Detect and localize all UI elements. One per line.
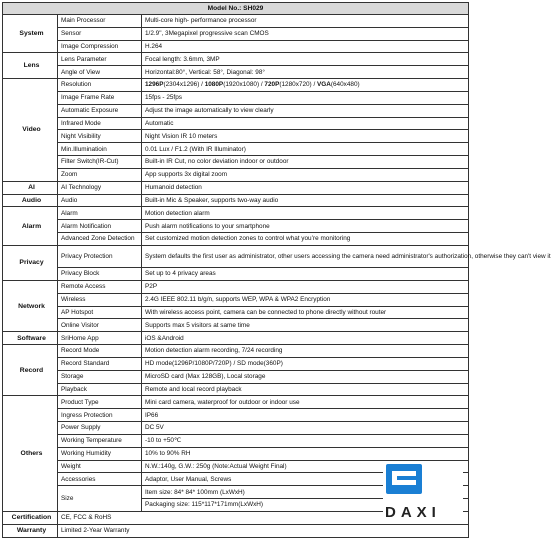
spec-row <box>3 168 469 181</box>
spec-label: Filter Switch(IR-Cut) <box>58 156 142 169</box>
spec-value: Automatic <box>142 117 469 130</box>
resolution-part: VGA <box>317 81 331 89</box>
spec-label: Angle of View <box>58 66 142 79</box>
resolution-part: (1920x1080) / <box>223 81 265 89</box>
section-title: Others <box>3 396 58 511</box>
spec-value: App supports 3x digital zoom <box>142 168 469 181</box>
spec-label: Remote Access <box>58 280 142 293</box>
spec-row <box>3 245 469 267</box>
resolution-part: (640x480) <box>330 81 360 89</box>
spec-row <box>3 27 469 40</box>
spec-row <box>3 280 469 293</box>
spec-label: Wireless <box>58 293 142 306</box>
spec-table <box>2 2 551 538</box>
spec-value: Humanoid detection <box>142 181 469 194</box>
spec-label: Infrared Mode <box>58 117 142 130</box>
spec-value: N.W.:140g, G.W.: 250g (Note:Actual Weight Final) <box>142 460 469 473</box>
spec-label: Working Humidity <box>58 447 142 460</box>
spec-row <box>3 383 469 396</box>
spec-value: 1/2.9", 3Megapixel progressive scan CMOS <box>142 27 469 40</box>
spec-label: Night Visibility <box>58 130 142 143</box>
spec-value: Horizontal:80°, Vertical: 58°, Diagonal: 98° <box>142 66 469 79</box>
spec-label: Alarm Notification <box>58 220 142 233</box>
section-title: Software <box>3 332 58 345</box>
spec-row <box>3 268 469 281</box>
spec-row <box>3 332 469 345</box>
spec-row <box>3 181 469 194</box>
spec-value: Motion detection alarm <box>142 207 469 220</box>
spec-value: 15fps - 25fps <box>142 91 469 104</box>
spec-value: Adjust the image automatically to view clearly <box>142 104 469 117</box>
spec-row <box>3 79 469 92</box>
spec-row <box>3 293 469 306</box>
spec-value: IP66 <box>142 409 469 422</box>
spec-label: AP Hotspot <box>58 306 142 319</box>
spec-value: Set customized motion detection zones to control what you’re monitoring <box>142 233 469 246</box>
spec-label: Sensor <box>58 27 142 40</box>
spec-label: Storage <box>58 370 142 383</box>
section-title: Record <box>3 345 58 396</box>
spec-row <box>3 370 469 383</box>
spec-row <box>3 53 469 66</box>
spec-label: Working Temperature <box>58 434 142 447</box>
spec-value: -10 to +50℃ <box>142 434 469 447</box>
section-title: Alarm <box>3 207 58 245</box>
spec-label: Main Processor <box>58 15 142 28</box>
spec-row <box>3 396 469 409</box>
section-title: System <box>3 15 58 53</box>
logo-wordmark <box>383 502 463 522</box>
resolution-part: 1296P <box>145 81 164 89</box>
spec-label: Product Type <box>58 396 142 409</box>
section-title: Audio <box>3 194 58 207</box>
spec-row <box>3 66 469 79</box>
section-title: Network <box>3 280 58 331</box>
logo-text: DAXI <box>385 504 441 521</box>
spec-value: Focal length: 3.6mm, 3MP <box>142 53 469 66</box>
section-title: Privacy <box>3 245 58 280</box>
resolution-part: 1080P <box>204 81 224 89</box>
spec-row <box>3 207 469 220</box>
spec-row <box>3 422 469 435</box>
spec-value: Limited 2-Year Warranty <box>58 524 469 537</box>
spec-row <box>3 40 469 53</box>
spec-row <box>3 117 469 130</box>
spec-value: Multi-core high- performance processor <box>142 15 469 28</box>
spec-row <box>3 143 469 156</box>
spec-row <box>3 233 469 246</box>
spec-label: Audio <box>58 194 142 207</box>
spec-value: DC 5V <box>142 422 469 435</box>
spec-value: HD mode(1296P/1080P/720P) / SD mode(360P) <box>142 357 469 370</box>
spec-value: H.264 <box>142 40 469 53</box>
spec-row <box>3 194 469 207</box>
spec-row <box>3 345 469 358</box>
spec-label: Advanced Zone Detection <box>58 233 142 246</box>
resolution-part: 720P <box>264 81 280 89</box>
model-title: Model No.: SH029 <box>3 3 469 15</box>
spec-value: Night Vision IR 10 meters <box>142 130 469 143</box>
spec-value: 0.01 Lux / F1.2 (With IR Illuminator) <box>142 143 469 156</box>
spec-row <box>3 156 469 169</box>
spec-value: System defaults the first user as administrator, other users accessing the camera need administrator's authorization, otherwise they can't view it <box>142 245 469 267</box>
spec-row <box>3 524 469 537</box>
spec-value: Packaging size: 115*117*171mm(LxWxH) <box>142 499 469 512</box>
spec-label: Alarm <box>58 207 142 220</box>
spec-label: Resolution <box>58 79 142 92</box>
spec-row <box>3 306 469 319</box>
spec-label: Record Mode <box>58 345 142 358</box>
spec-value: Built-in Mic & Speaker, supports two-way audio <box>142 194 469 207</box>
spec-label: Size <box>58 486 142 512</box>
spec-label: Online Visitor <box>58 319 142 332</box>
spec-label: AI Technology <box>58 181 142 194</box>
spec-value: Mini card camera, waterproof for outdoor or indoor use <box>142 396 469 409</box>
spec-value: Remote and local record playback <box>142 383 469 396</box>
spec-value: iOS &Android <box>142 332 469 345</box>
spec-value: With wireless access point, camera can be connected to phone directly without router <box>142 306 469 319</box>
spec-row <box>3 91 469 104</box>
spec-label: Image Compression <box>58 40 142 53</box>
spec-label: Zoom <box>58 168 142 181</box>
spec-value: P2P <box>142 280 469 293</box>
spec-row <box>3 434 469 447</box>
spec-value: CE, FCC & RoHS <box>58 511 469 524</box>
section-title: Warranty <box>3 524 58 537</box>
spec-label: Playback <box>58 383 142 396</box>
spec-value: MicroSD card (Max 128GB), Local storage <box>142 370 469 383</box>
spec-value: Motion detection alarm recording, 7/24 recording <box>142 345 469 358</box>
spec-label: Ingress Protection <box>58 409 142 422</box>
spec-row <box>3 357 469 370</box>
spec-value: Adaptor, User Manual, Screws <box>142 473 469 486</box>
spec-row <box>3 15 469 28</box>
spec-label: Accessories <box>58 473 142 486</box>
spec-label: Power Supply <box>58 422 142 435</box>
spec-row <box>3 447 469 460</box>
spec-value: Item size: 84* 84* 100mm (LxWxH) <box>142 486 469 499</box>
spec-label: Record Standard <box>58 357 142 370</box>
spec-label: Image Frame Rate <box>58 91 142 104</box>
spec-row <box>3 319 469 332</box>
section-title: Certification <box>3 511 58 524</box>
resolution-part: (1280x720) / <box>279 81 318 89</box>
spec-label: SriHome App <box>58 332 142 345</box>
spec-row <box>3 409 469 422</box>
spec-label: Weight <box>58 460 142 473</box>
spec-value: Built-in IR Cut, no color deviation indoor or outdoor <box>142 156 469 169</box>
spec-row <box>3 130 469 143</box>
spec-label: Min.Illuminatioin <box>58 143 142 156</box>
section-title: Lens <box>3 53 58 79</box>
spec-label: Privacy Protection <box>58 245 142 267</box>
header-row <box>3 3 469 15</box>
spec-value: Supports max 5 visitors at same time <box>142 319 469 332</box>
spec-value: Push alarm notifications to your smartphone <box>142 220 469 233</box>
spec-label: Automatic Exposure <box>58 104 142 117</box>
spec-label: Lens Parameter <box>58 53 142 66</box>
resolution-part: (2304x1296) / <box>163 81 205 89</box>
spec-value: 2.4G IEEE 802.11 b/g/n, supports WEP, WPA & WPA2 Encryption <box>142 293 469 306</box>
spec-value <box>142 79 469 92</box>
spec-row <box>3 220 469 233</box>
spec-body <box>3 15 551 538</box>
spec-row <box>3 104 469 117</box>
section-title: AI <box>3 181 58 194</box>
section-title: Video <box>3 79 58 182</box>
spec-value: Set up to 4 privacy areas <box>142 268 469 281</box>
spec-label: Privacy Block <box>58 268 142 281</box>
brand-logo <box>383 462 463 522</box>
spec-value: 10% to 90% RH <box>142 447 469 460</box>
